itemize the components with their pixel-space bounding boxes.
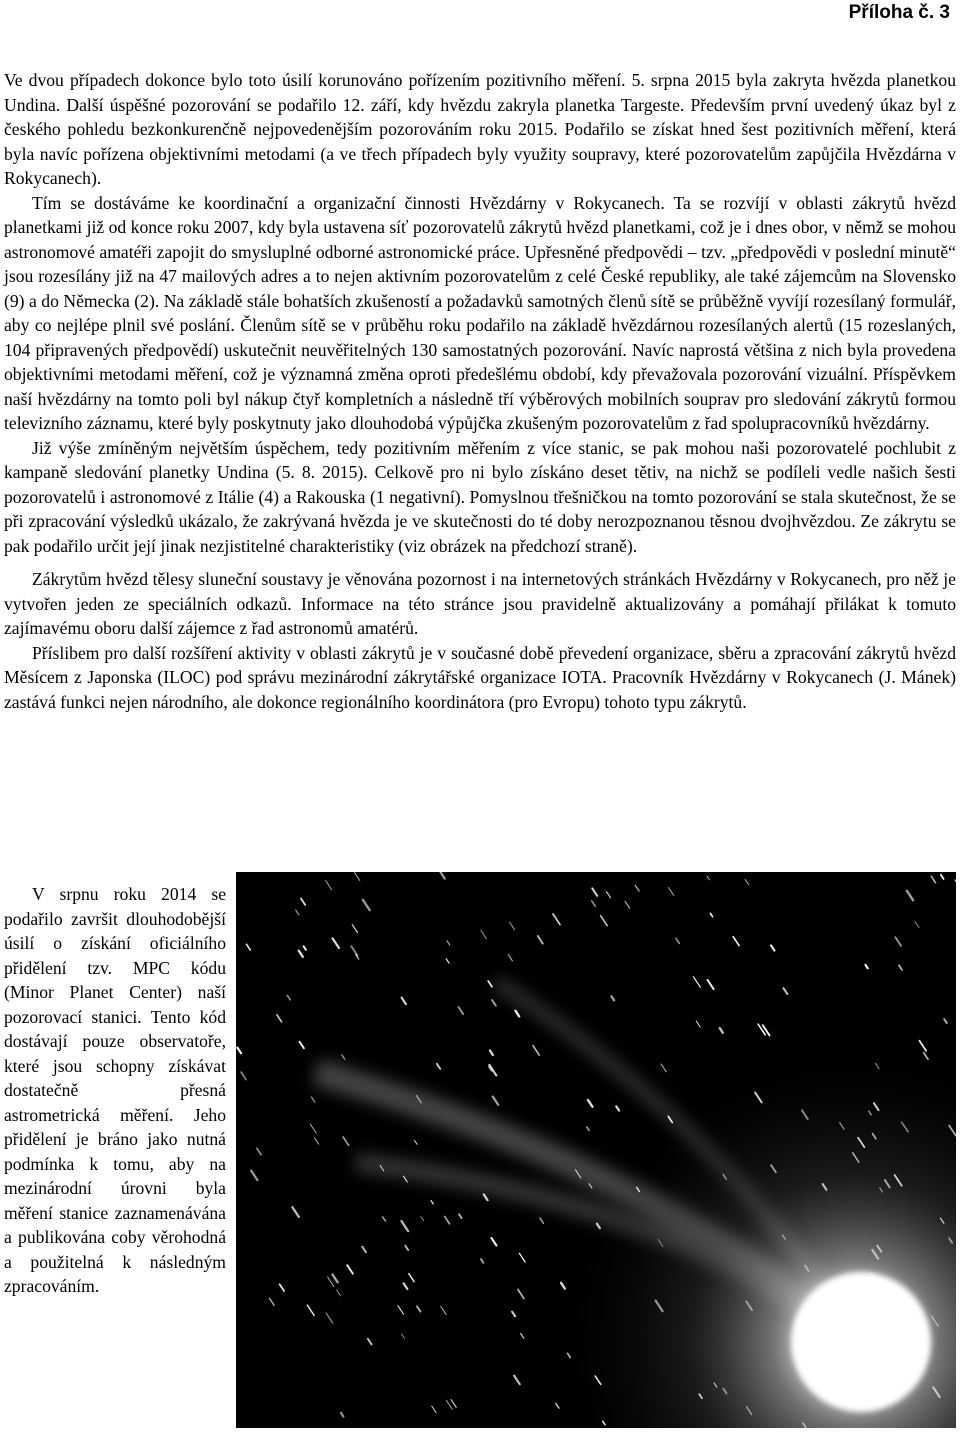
paragraph: Ve dvou případech dokonce bylo toto úsilí korunováno pořízením pozitivního měření. 5. srpna 2015 byla zakryta hvězda planetkou Undina. Další úspěšné pozorování se podařilo 12. září, kdy hvězdu zakryla planetka Targeste. Především první uvedený úkaz byl z českého pohledu bezkonkurenčně nejpovedenějším pozorováním roku 2015. Podařilo se získat hned šest pozitivních měření, která byla navíc pořízena objektivními metodami (a ve třech případech byly využity soupravy, které pozorovatelům zapůjčila Hvězdárna v Rokycanech). (4, 70, 956, 188)
appendix-label: Příloha č. 3 (848, 2, 950, 23)
paragraph: V srpnu roku 2014 se podařilo završit dlouhodobější úsilí o získání oficiálního přidělení tzv. MPC kódu (Minor Planet Center) naší pozorovací stanici. Tento kód dostávají pouze observatoře, které jsou schopny získávat dostatečně přesná astrometrická měření. Jeho přidělení je bráno jako nutná podmínka k tomu, aby na mezinárodní úrovni byla měření stanice zaznamenávána a publikována coby věrohodná a použitelná k následným zpracováním. (4, 884, 226, 1296)
comet-photo (236, 872, 956, 1428)
paragraph: Příslibem pro další rozšíření aktivity v oblasti zákrytů je v současné době převedení organizace, sběru a zpracování zákrytů hvězd Měsícem z Japonska (ILOC) pod správu mezinárodní zákrytářské organizace IOTA. Pracovník Hvězdárny v Rokycanech (J. Mánek) zastává funkci nejen národního, ale dokonce regionálního koordinátora (pro Evropu) tohoto typu zákrytů. (4, 642, 956, 712)
comet-image (236, 872, 956, 1428)
paragraph: Tím se dostáváme ke koordinační a organizační činnosti Hvězdárny v Rokycanech. Ta se rozvíjí v oblasti zákrytů hvězd planetkami již od konce roku 2007, kdy byla ustavena síť pozorovatelů zákrytů hvězd planetkami, což je i dnes obor, v němž se mohou astronomové amatéři zapojit do smysluplné odborné astronomické práce. Upřesněné předpovědi – tzv. „předpovědi v poslední minutě“ jsou rozesílány již na 47 mailových adres a to nejen aktivním pozorovatelům z celé České republiky, ale také zájemcům na Slovensko (9) a do Německa (2). Na základě stále bohatších zkušeností a požadavků samotných členů sítě se průběžně vyvíjí rozesílaný formulář, aby co nejlépe plnil své poslání. Členům sítě se v průběhu roku podařilo na základě hvězdárnou rozesílaných alertů (15 rozeslaných, 104 připravených předpovědí) uskutečnit neuvěřitelných 130 samostatných pozorování. Navíc naprostá většina z nich byla provedena objektivními metodami měření, což je významná změna oproti předešlému období, kdy převažovala pozorování vizuální. Příspěvkem naší hvězdárny na tomto poli byl nákup čtyř kompletních a následně tří výběrových mobilních souprav pro sledování zákrytů formou televizního záznamu, které byly poskytnuty jako dlouhodobá výpůjčka zkušeným pozorovatelům z řad spolupracovníků hvězdárny. (4, 192, 956, 433)
paragraph: Zákrytům hvězd tělesy sluneční soustavy je věnována pozornost i na internetových stránkách Hvězdárny v Rokycanech, pro něž je vytvořen jeden ze speciálních odkazů. Informace na této stránce jsou pravidelně aktualizovány a pomáhají přilákat k tomuto zajímavému oboru další zájemce z řad astronomů amatérů. (4, 569, 956, 638)
comet-nucleus (791, 1272, 931, 1412)
main-text (4, 68, 956, 714)
paragraph: Již výše zmíněným největším úspěchem, tedy pozitivním měřením z více stanic, se pak mohou naši pozorovatelé pochlubit z kampaně sledování planetky Undina (5. 8. 2015). Celkově pro ni bylo získáno deset tětiv, na nichž se podíleli vedle našich šesti pozorovatelů i astronomové z Itálie (4) a Rakouska (1 negativní). Pomyslnou třešničkou na tomto pozorování se stala skutečnost, že se při zpracování výsledků ukázalo, že zakrývaná hvězda je ve skutečnosti do té doby nerozpoznanou těsnou dvojhvězdou. Ze zákrytu se pak podařilo určit její jinak nezjistitelné charakteristiky (viz obrázek na předchozí straně). (4, 437, 956, 556)
side-column-text (4, 882, 226, 1299)
